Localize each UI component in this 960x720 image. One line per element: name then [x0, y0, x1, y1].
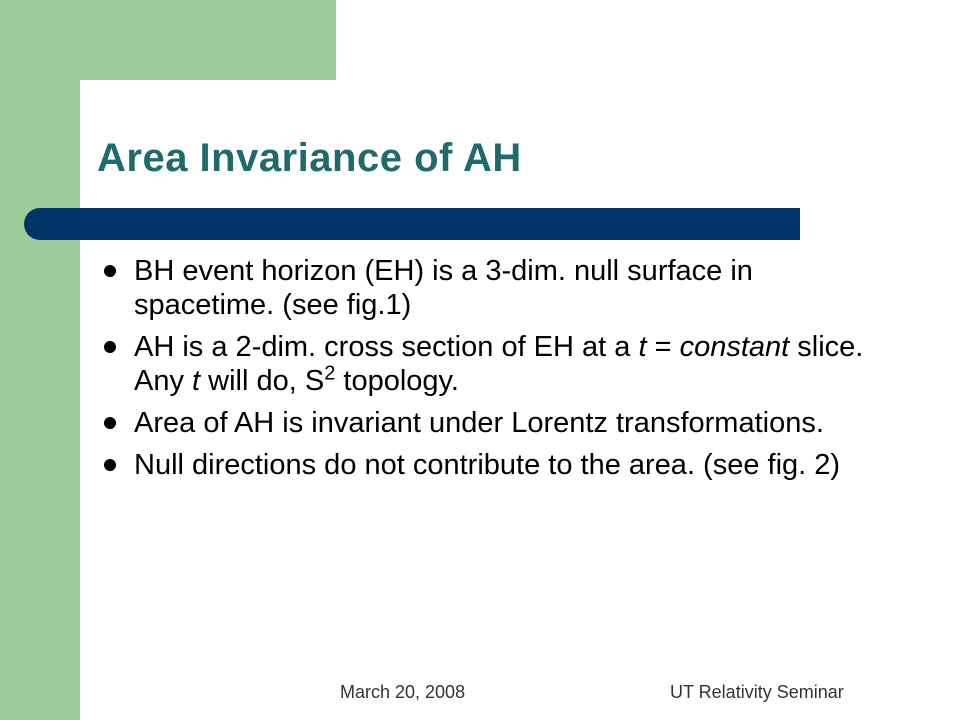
bullet-dot [104, 341, 116, 353]
slide-title: Area Invariance of AH [97, 136, 522, 180]
bullet-dot [104, 265, 116, 277]
footer-date: March 20, 2008 [340, 682, 466, 702]
bullet-dot [104, 417, 116, 429]
bullet-text: AH is a 2-dim. cross section of EH at a t = constant slice. Any t will do, $S^2$ topology. [134, 331, 864, 397]
footer-presenter: UT Relativity Seminar [670, 682, 844, 702]
bullet-item [104, 330, 884, 398]
bullet-text: Area of AH is invariant under Lorentz transformations. [134, 407, 824, 439]
bullet-dot [104, 459, 116, 471]
bullet-item [104, 254, 884, 322]
bullet-item [104, 448, 884, 482]
bullet-list [104, 254, 884, 490]
bullet-item [104, 406, 884, 440]
left-green-stripe [0, 0, 80, 720]
bullet-text: Null directions do not contribute to the area. (see fig. 2) [134, 449, 841, 481]
title-underline-bar [24, 208, 800, 240]
bullet-text: BH event horizon (EH) is a 3-dim. null surface in spacetime. (see fig.1) [134, 255, 753, 321]
